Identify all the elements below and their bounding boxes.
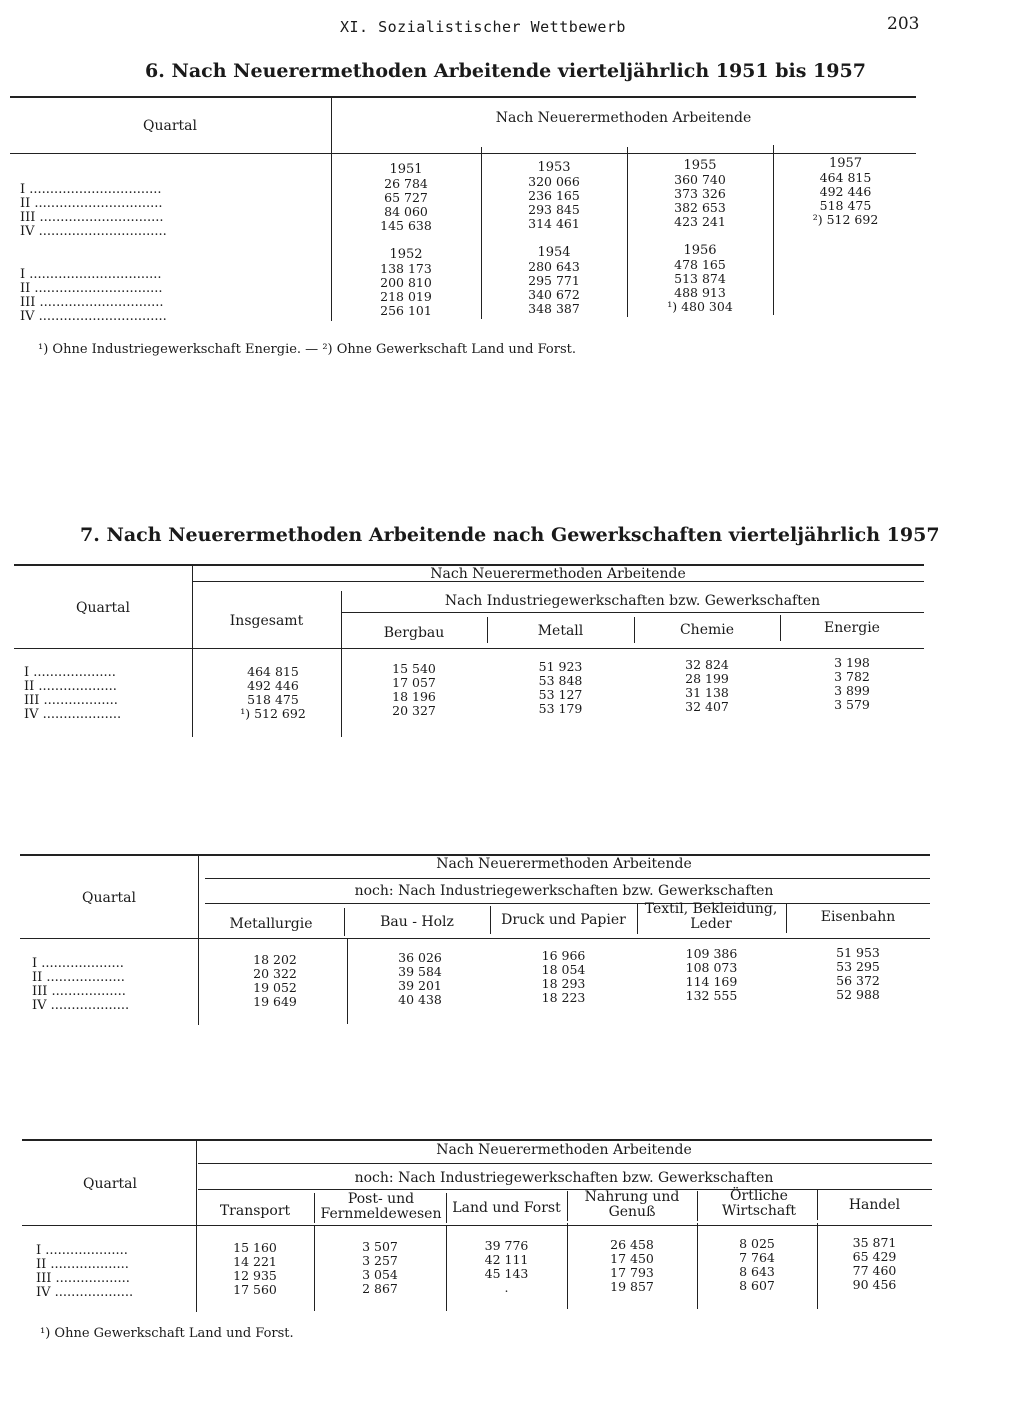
year-label: 1957 — [828, 156, 863, 171]
value-cell: 218 019 — [380, 289, 432, 304]
value-cell: 65 727 — [384, 190, 428, 205]
table6-col-1951 — [331, 163, 481, 233]
value-cell: 138 173 — [380, 261, 432, 276]
table6-col-1956 — [627, 244, 773, 314]
table7-handel-col — [817, 1236, 932, 1292]
rule — [205, 903, 930, 904]
table6-col-1954 — [481, 246, 627, 316]
table7-energie-col — [780, 656, 924, 712]
row-label: IV ................... — [32, 998, 130, 1013]
value-cell: 65 429 — [852, 1249, 897, 1264]
table6-footnote: ¹) Ohne Industriegewerkschaft Energie. — ²) Ohne Gewerkschaft Land und Forst. — [38, 342, 576, 357]
value-cell: 295 771 — [528, 273, 580, 288]
table7-druck-col — [490, 949, 637, 1005]
value-cell: 17 450 — [610, 1251, 654, 1266]
value-cell: 3 054 — [362, 1267, 398, 1282]
value-cell: 26 458 — [610, 1237, 654, 1252]
row-label: I ................................ — [20, 267, 162, 282]
rule — [198, 1189, 932, 1190]
row-label: IV ................... — [36, 1285, 134, 1300]
value-cell: ¹) 512 692 — [240, 706, 306, 721]
value-cell: 293 845 — [528, 202, 580, 217]
table6-top-rule — [10, 96, 916, 98]
value-cell: ²) 512 692 — [812, 212, 879, 227]
value-cell: 20 327 — [392, 703, 436, 718]
value-cell: 108 073 — [685, 960, 738, 975]
table7-part2-main-header: Nach Neuerermethoden Arbeitende — [436, 856, 692, 872]
value-cell: 40 438 — [398, 992, 442, 1007]
row-label: II ................... — [32, 970, 125, 985]
table7-part2-header-rule — [20, 938, 930, 939]
value-cell: 464 815 — [247, 664, 299, 679]
value-cell: 32 824 — [685, 657, 729, 672]
value-cell: 53 848 — [538, 673, 583, 688]
col-header: Land und Forst — [452, 1200, 561, 1216]
value-cell: 3 507 — [362, 1239, 398, 1254]
value-cell: 464 815 — [819, 170, 872, 185]
value-cell: 7 764 — [739, 1250, 775, 1265]
table7-footnote: ¹) Ohne Gewerkschaft Land und Forst. — [40, 1326, 294, 1341]
value-cell: 348 387 — [528, 301, 580, 316]
value-cell: 382 653 — [674, 200, 726, 215]
value-cell: 8 025 — [739, 1236, 775, 1251]
row-label: III .................. — [36, 1271, 130, 1286]
table6-quartal-header: Quartal — [143, 118, 197, 134]
value-cell: 28 199 — [685, 671, 729, 686]
table7-insgesamt-header: Insgesamt — [229, 613, 304, 629]
page-number: 203 — [887, 14, 920, 34]
value-cell: 3 782 — [834, 669, 870, 684]
value-cell: 518 475 — [247, 692, 299, 707]
row-label: IV ................... — [24, 707, 122, 722]
value-cell: 84 060 — [384, 204, 428, 219]
value-cell: 360 740 — [674, 172, 726, 187]
value-cell: 77 460 — [852, 1263, 897, 1278]
col-header: Eisenbahn — [820, 909, 896, 925]
value-cell: 373 326 — [674, 186, 726, 201]
row-label: I ................................ — [20, 182, 162, 197]
value-cell: 15 540 — [392, 661, 436, 676]
table7-metall-col — [487, 660, 634, 716]
table7-oertliche-col — [697, 1237, 817, 1293]
col-header: Nahrung und Genuß — [584, 1189, 680, 1220]
value-cell: 19 052 — [253, 980, 297, 995]
year-label: 1952 — [389, 247, 423, 262]
value-cell: 18 196 — [392, 689, 436, 704]
table7-part1-header-rule — [14, 648, 924, 649]
table7-part2-sub-header: noch: Nach Industriegewerkschaften bzw. Gewerkschaften — [354, 883, 774, 899]
year-label: 1954 — [537, 245, 571, 260]
year-label: 1953 — [537, 160, 571, 175]
row-label: I .................... — [36, 1243, 128, 1258]
value-cell: 20 322 — [253, 966, 297, 981]
table7-chemie-col — [634, 658, 780, 714]
rule — [192, 581, 924, 582]
table7-part3-header-rule — [22, 1225, 932, 1226]
col-header: Handel — [848, 1197, 901, 1213]
value-cell: 90 456 — [852, 1277, 897, 1292]
value-cell: 53 295 — [836, 959, 880, 974]
value-cell: 8 607 — [739, 1278, 775, 1293]
value-cell: 3 579 — [834, 697, 870, 712]
table7-insgesamt-col — [205, 665, 341, 721]
value-cell: 17 560 — [233, 1282, 277, 1297]
value-cell: 145 638 — [380, 218, 432, 233]
table7-transport-col — [196, 1241, 314, 1297]
value-cell: 256 101 — [380, 303, 432, 318]
table6-col-1953 — [481, 161, 627, 231]
table7-part3-main-header: Nach Neuerermethoden Arbeitende — [436, 1142, 692, 1158]
value-cell: 8 643 — [739, 1264, 775, 1279]
value-cell: 56 372 — [836, 973, 880, 988]
value-cell: 3 257 — [362, 1253, 398, 1268]
value-cell: 340 672 — [528, 287, 580, 302]
col-header: Energie — [824, 620, 880, 636]
value-cell: 42 111 — [484, 1252, 529, 1267]
value-cell: 32 407 — [685, 699, 729, 714]
value-cell: 19 857 — [610, 1279, 654, 1294]
value-cell: ¹) 480 304 — [667, 299, 733, 314]
value-cell: 51 923 — [538, 659, 583, 674]
col-header: Textil, Bekleidung, Leder — [644, 901, 778, 932]
table7-nahrung-col — [567, 1238, 697, 1294]
value-cell: 492 446 — [247, 678, 299, 693]
value-cell: 31 138 — [685, 685, 729, 700]
value-cell: 314 461 — [528, 216, 580, 231]
value-cell: 488 913 — [674, 285, 726, 300]
value-cell: 18 054 — [541, 962, 586, 977]
rule — [205, 878, 930, 879]
divider — [567, 1191, 568, 1221]
value-cell: 15 160 — [233, 1240, 277, 1255]
value-cell: 132 555 — [685, 988, 738, 1003]
value-cell: 18 293 — [541, 976, 586, 991]
col-header: Örtliche Wirtschaft — [721, 1188, 797, 1219]
divider — [637, 904, 638, 934]
table6-main-header: Nach Neuerermethoden Arbeitende — [495, 110, 752, 126]
year-label: 1956 — [683, 243, 717, 258]
table7-textil-col — [637, 947, 786, 1003]
col-header: Metall — [537, 623, 584, 639]
row-label: I .................... — [24, 665, 116, 680]
value-cell: 114 169 — [685, 974, 738, 989]
year-label: 1951 — [389, 162, 423, 177]
table7-part3-top-rule — [22, 1139, 932, 1141]
value-cell: 2 867 — [362, 1281, 398, 1296]
value-cell: 478 165 — [674, 257, 726, 272]
table7-part3-sub-header: noch: Nach Industriegewerkschaften bzw. Gewerkschaften — [354, 1170, 774, 1186]
col-header: Metallurgie — [229, 916, 313, 932]
value-cell: 39 201 — [398, 978, 442, 993]
row-label: II ................... — [24, 679, 117, 694]
table6-col-1952 — [331, 248, 481, 318]
value-cell: 26 784 — [384, 176, 428, 191]
col-header: Druck und Papier — [501, 912, 626, 928]
value-cell: 12 935 — [233, 1268, 277, 1283]
value-cell: 280 643 — [528, 259, 580, 274]
value-cell: 14 221 — [233, 1254, 277, 1269]
year-label: 1955 — [683, 158, 717, 173]
row-label: III .................. — [32, 984, 126, 999]
row-label: I .................... — [32, 956, 124, 971]
table7-landforst-col — [446, 1239, 567, 1295]
table7-title: 7. Nach Neuerermethoden Arbeitende nach Gewerkschaften vierteljährlich 1957 — [80, 524, 940, 546]
row-label: II ............................... — [20, 196, 163, 211]
table7-eisenbahn-col — [786, 946, 930, 1002]
value-cell: 320 066 — [528, 174, 580, 189]
value-cell: . — [504, 1280, 509, 1295]
col-header: Chemie — [679, 622, 735, 638]
col-header: Bergbau — [383, 625, 445, 641]
rule — [198, 1163, 932, 1164]
table6-header-rule — [10, 153, 916, 154]
row-label: IV ............................... — [20, 224, 167, 239]
value-cell: 518 475 — [819, 198, 872, 213]
value-cell: 3 899 — [834, 683, 870, 698]
rule — [341, 612, 924, 613]
value-cell: 51 953 — [836, 945, 880, 960]
table7-post-col — [314, 1240, 446, 1296]
row-label: IV ............................... — [20, 309, 167, 324]
value-cell: 52 988 — [836, 987, 880, 1002]
table7-part1-sub-header: Nach Industriegewerkschaften bzw. Gewerkschaften — [444, 593, 821, 609]
row-label: III .................. — [24, 693, 118, 708]
value-cell: 513 874 — [674, 271, 726, 286]
col-header: Post- und Fernmeldewesen — [320, 1191, 442, 1222]
value-cell: 36 026 — [398, 950, 442, 965]
value-cell: 17 793 — [610, 1265, 654, 1280]
table7-bauholz-col — [347, 951, 493, 1007]
table7-part1-main-header: Nach Neuerermethoden Arbeitende — [430, 566, 686, 582]
row-label: III .............................. — [20, 295, 164, 310]
table7-metallurgie-col — [203, 953, 347, 1009]
value-cell: 17 057 — [392, 675, 436, 690]
value-cell: 39 776 — [484, 1238, 529, 1253]
table7-bergbau-col — [341, 662, 487, 718]
value-cell: 39 584 — [398, 964, 442, 979]
value-cell: 200 810 — [380, 275, 432, 290]
table7-part3-quartal-header: Quartal — [83, 1176, 137, 1192]
table6-col-1955 — [627, 159, 773, 229]
value-cell: 423 241 — [674, 214, 726, 229]
value-cell: 18 202 — [253, 952, 297, 967]
row-label: II ................... — [36, 1257, 129, 1272]
table7-part2-quartal-header: Quartal — [82, 890, 136, 906]
value-cell: 109 386 — [685, 946, 738, 961]
table6-col-1957 — [773, 157, 918, 227]
value-cell: 45 143 — [484, 1266, 529, 1281]
value-cell: 35 871 — [852, 1235, 897, 1250]
table7-part2-divider — [198, 855, 199, 1025]
value-cell: 492 446 — [819, 184, 872, 199]
divider — [697, 1191, 698, 1221]
value-cell: 236 165 — [528, 188, 580, 203]
value-cell: 16 966 — [541, 948, 586, 963]
table6-title: 6. Nach Neuerermethoden Arbeitende vierteljährlich 1951 bis 1957 — [145, 60, 866, 82]
table7-part1-quartal-header: Quartal — [76, 600, 130, 616]
table7-part1-divider — [192, 565, 193, 737]
divider — [314, 1193, 315, 1223]
row-label: III .............................. — [20, 210, 164, 225]
value-cell: 3 198 — [834, 655, 870, 670]
value-cell: 53 127 — [538, 687, 583, 702]
value-cell: 19 649 — [253, 994, 297, 1009]
row-label: II ............................... — [20, 281, 163, 296]
value-cell: 53 179 — [538, 701, 583, 716]
col-header: Bau - Holz — [380, 914, 454, 930]
value-cell: 18 223 — [541, 990, 586, 1005]
col-header: Transport — [219, 1203, 291, 1219]
running-header: XI. Sozialistischer Wettbewerb — [340, 18, 626, 36]
